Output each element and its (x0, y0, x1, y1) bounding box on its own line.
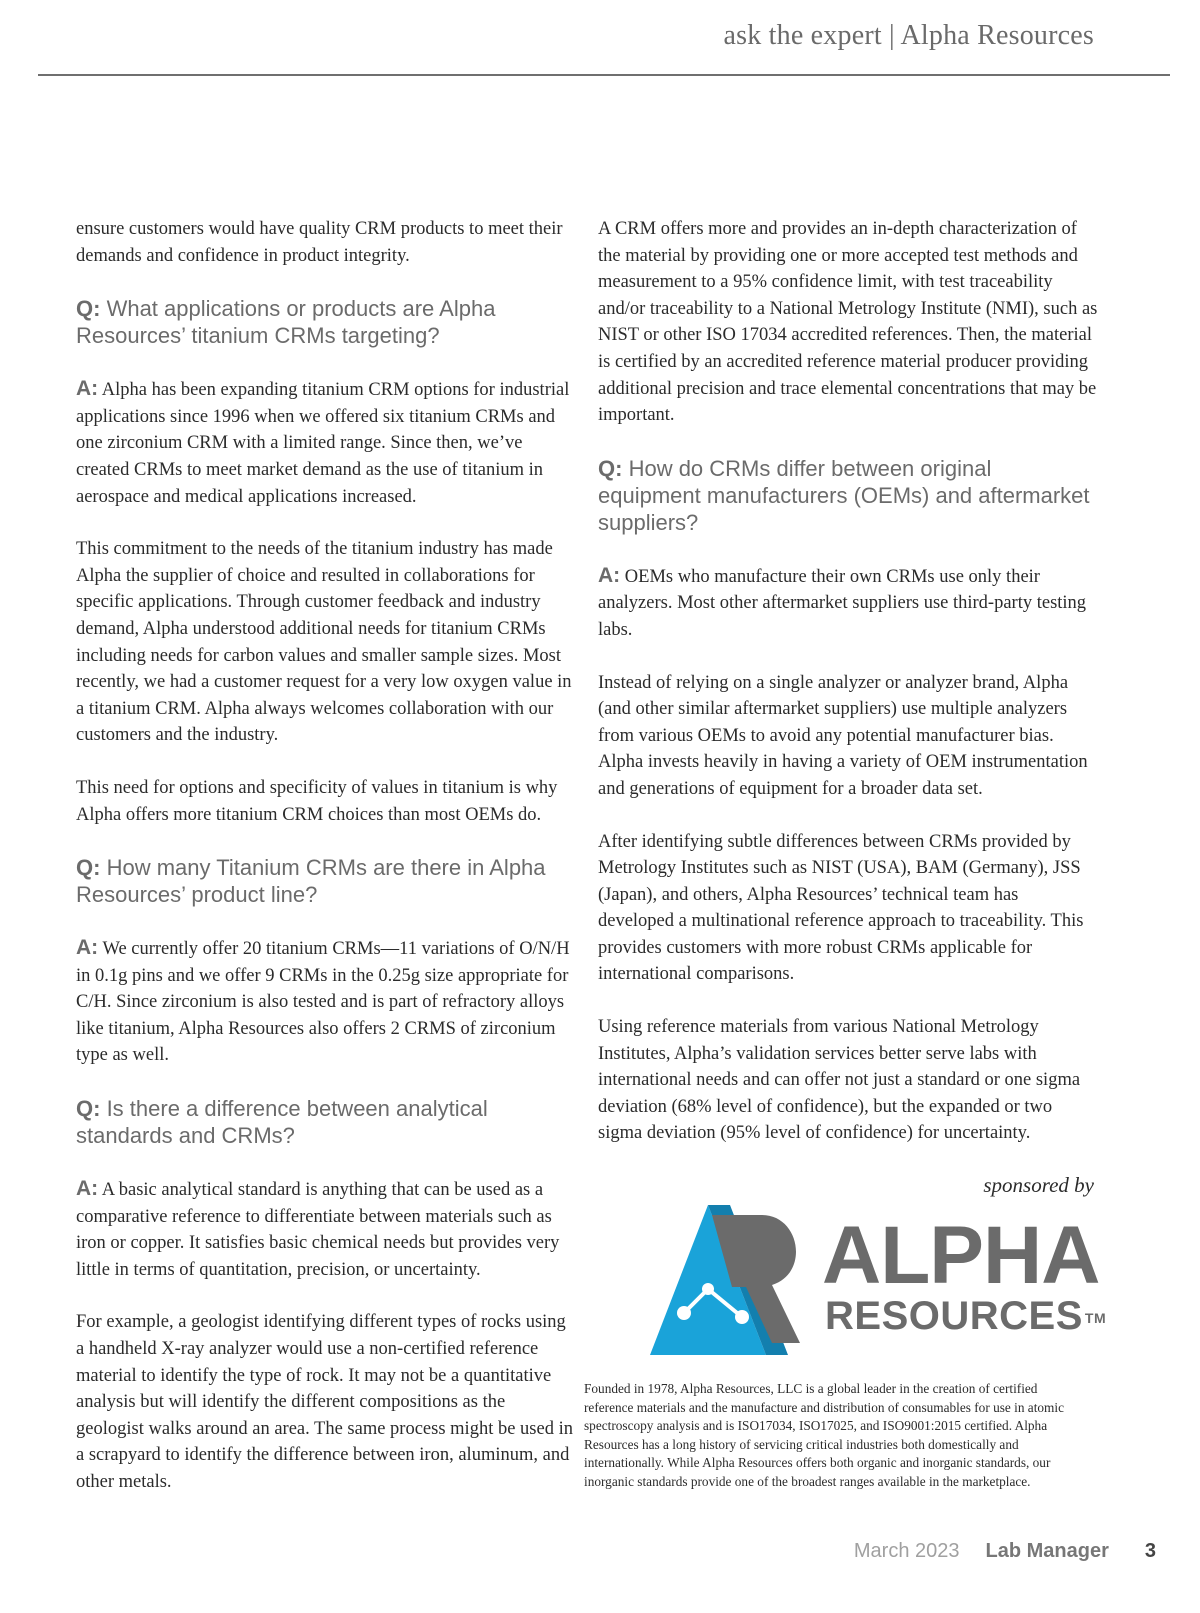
answer-1 (76, 376, 574, 510)
sponsored-by-label: sponsored by (983, 1173, 1094, 1197)
question-label: Q: (76, 855, 101, 881)
paragraph: A CRM offers more and provides an in-depth characterization of the material by providing one or more accepted test methods and measurement to a 95% confidence limit, with test traceability and/or traceability to a National Metrology Institute (NMI), such as NIST or other ISO 17034 accredited references. Then, the material is certified by an accredited reference material producer providing additional precision and trace elemental concentrations that may be important. (598, 219, 1098, 426)
answer-3 (76, 1176, 574, 1283)
answer-label: A: (76, 377, 99, 401)
question-label: Q: (76, 296, 101, 322)
paragraph: Instead of relying on a single analyzer or analyzer brand, Alpha (and other similar aftermarket suppliers) use multiple analyzers from various OEMs to avoid any potential manufacturer bias. Alpha invests heavily in having a variety of OEM instrumentation and generations of equipment for a broader data set. (598, 672, 1088, 799)
answer-4 (598, 563, 1098, 644)
paragraph: For example, a geologist identifying different types of rocks using a handheld X-ray analyzer would use a non-certified reference material to identify the type of rock. It may not be a quantitative analysis but will identify the different compositions as the geologist walks around an area. The same process might be used in a scrapyard to identify the difference between iron, aluminum, and other metals. (76, 1312, 573, 1492)
answer-text: We currently offer 20 titanium CRMs—11 variations of O/N/H in 0.1g pins and we offer 9 CRMs in the 0.25g size appropriate for C/H. Since zirconium is also tested and is part of refractory alloys like titanium, Alpha Resources also offers 2 CRMS of zirconium type as well. (76, 939, 570, 1066)
left-column (76, 216, 574, 1522)
question-3 (76, 1095, 574, 1149)
alpha-resources-logo (650, 1205, 1110, 1355)
question-text: Is there a difference between analytical standards and CRMs? (76, 1096, 488, 1149)
answer-label: A: (76, 936, 99, 960)
page-number: 3 (1144, 1540, 1156, 1562)
question-text: How do CRMs differ between original equipment manufacturers (OEMs) and aftermarket suppliers? (598, 455, 1090, 535)
paragraph: This need for options and specificity of values in titanium is why Alpha offers more titanium CRM choices than most OEMs do. (76, 777, 558, 825)
right-column (598, 216, 1098, 1173)
page-header-title: ask the expert | Alpha Resources (723, 20, 1094, 51)
trademark-mark: TM (1084, 1310, 1107, 1326)
answer-text: Alpha has been expanding titanium CRM options for industrial applications since 1996 when we offered six titanium CRMs and one zirconium CRM with a limited range. Since then, we’ve created CRMs to meet market demand as the use of titanium in aerospace and medical applications increased. (76, 380, 570, 507)
answer-label: A: (76, 1177, 99, 1201)
question-2 (76, 854, 574, 908)
question-4 (598, 455, 1098, 536)
question-1 (76, 295, 574, 349)
page-footer (854, 1540, 1156, 1563)
paragraph: This commitment to the needs of the titanium industry has made Alpha the supplier of choice and resulted in collaborations for specific applications. Through customer feedback and industry demand, Alpha understood additional needs for titanium CRMs including needs for carbon values and smaller sample sizes. Most recently, we had a customer request for a very low oxygen value in a titanium CRM. Alpha always welcomes collaboration with our customers and the industry. (76, 539, 572, 746)
answer-text: A basic analytical standard is anything that can be used as a comparative reference to differentiate between materials such as iron or copper. It satisfies basic chemical needs but provides very little in terms of quantitation, precision, or uncertainty. (76, 1180, 560, 1280)
issue-date: March 2023 (853, 1540, 960, 1562)
logo-subtext-word: RESOURCES (825, 1294, 1083, 1338)
logo-subtext (825, 1295, 1106, 1337)
question-text: How many Titanium CRMs are there in Alpha Resources’ product line? (76, 855, 546, 908)
publication-name: Lab Manager (985, 1540, 1109, 1562)
header-divider (38, 74, 1170, 76)
answer-text: OEMs who manufacture their own CRMs use only their analyzers. Most other aftermarket suppliers use third-party testing labs. (598, 566, 1087, 640)
question-label: Q: (76, 1096, 101, 1122)
answer-2 (76, 935, 574, 1069)
answer-label: A: (598, 563, 621, 587)
company-description: Founded in 1978, Alpha Resources, LLC is a global leader in the creation of certified reference materials and the manufacture and distribution of consumables for use in atomic spectroscopy analysis and is ISO17034, ISO17025, and ISO9001:2015 certified. Alpha Resources has a long history of servicing critical industries both domestically and internationally. While Alpha Resources offers both organic and inorganic standards, our inorganic standards provide one of the broadest ranges available in the marketplace. (584, 1381, 1064, 1489)
paragraph: ensure customers would have quality CRM products to meet their demands and confidence in product integrity. (76, 219, 563, 266)
question-label: Q: (598, 455, 623, 481)
logo-wordmark: ALPHA (822, 1210, 1100, 1301)
logo-mark-icon (650, 1205, 820, 1355)
paragraph: Using reference materials from various National Metrology Institutes, Alpha’s validation services better serve labs with international needs and can offer not just a standard or one sigma deviation (68% level of confidence), but the expanded or two sigma deviation (95% level of confidence) for uncertainty. (598, 1017, 1081, 1144)
paragraph: After identifying subtle differences between CRMs provided by Metrology Institutes such as NIST (USA), BAM (Germany), JSS (Japan), and others, Alpha Resources’ technical team has developed a multinational reference approach to traceability. This provides customers with more robust CRMs applicable for international comparisons. (598, 831, 1084, 985)
question-text: What applications or products are Alpha Resources’ titanium CRMs targeting? (76, 296, 496, 349)
